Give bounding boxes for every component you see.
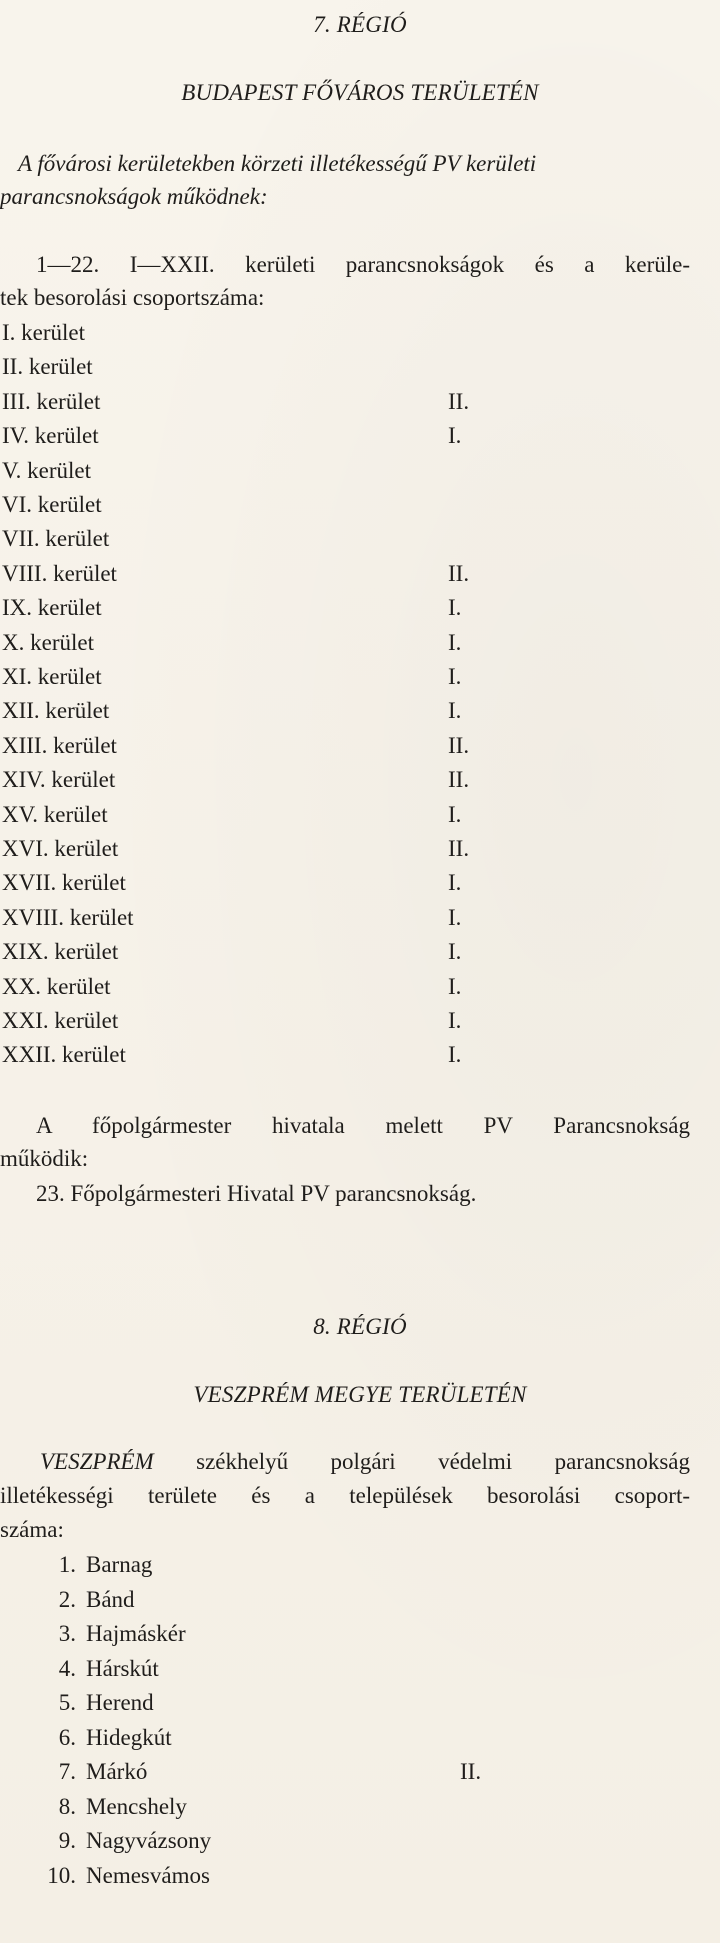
district-label: VIII. kerület xyxy=(2,560,117,586)
settlement-row xyxy=(0,1824,520,1858)
district-row xyxy=(0,729,500,763)
district-label: XVII. kerület xyxy=(2,870,126,896)
district-group: II. xyxy=(448,560,470,586)
mayor-office-item: 23. Főpolgármesteri Hivatal PV parancsnokság. xyxy=(36,1181,477,1206)
district-group: II. xyxy=(448,388,470,414)
district-row xyxy=(0,660,500,694)
region7-list-intro-line2: tek besorolási csoportszáma: xyxy=(0,285,265,310)
district-row xyxy=(0,798,500,832)
settlement-row xyxy=(0,1790,520,1824)
district-row xyxy=(0,385,500,419)
district-group: I. xyxy=(448,664,462,689)
settlement-group: II. xyxy=(460,1759,482,1784)
region8-intro-line1 xyxy=(40,1445,690,1479)
district-label: X. kerület xyxy=(2,629,94,655)
district-group: I. xyxy=(448,1008,462,1033)
settlement-name: Nemesvámos xyxy=(86,1862,210,1888)
district-label: IV. kerület xyxy=(2,423,99,449)
settlement-number: 4. xyxy=(58,1655,76,1681)
district-label: I. kerület xyxy=(2,320,86,345)
settlement-row xyxy=(0,1583,520,1617)
settlement-number: 10. xyxy=(47,1862,76,1888)
settlement-row xyxy=(0,1721,520,1755)
settlement-row xyxy=(0,1652,520,1686)
district-group: II. xyxy=(448,836,470,861)
district-label: XVI. kerület xyxy=(2,836,119,861)
mayor-office-line1: A főpolgármester hivatala melett PV Parancsnokság xyxy=(36,1113,690,1138)
settlement-name: Márkó xyxy=(86,1759,148,1784)
settlement-number: 3. xyxy=(58,1621,76,1646)
district-label: XII. kerület xyxy=(2,698,110,724)
district-label: III. kerület xyxy=(2,388,101,414)
settlement-row xyxy=(0,1755,520,1789)
settlement-row xyxy=(0,1548,520,1582)
settlement-row xyxy=(0,1859,520,1893)
district-row xyxy=(0,522,500,556)
district-row xyxy=(0,488,500,522)
district-label: XIII. kerület xyxy=(2,732,117,758)
district-row xyxy=(0,316,500,350)
settlement-name: Barnag xyxy=(86,1552,153,1577)
district-group: I. xyxy=(448,629,462,655)
settlement-number: 6. xyxy=(58,1724,76,1750)
region8-intro-line2: illetékességi területe és a települések besorolási csoport- xyxy=(0,1483,690,1508)
district-group: I. xyxy=(448,423,462,449)
settlement-number: 5. xyxy=(58,1690,76,1715)
region8-title: 8. RÉGIÓ xyxy=(313,1314,407,1339)
region7-intro-line2: parancsnokságok működnek: xyxy=(0,184,268,209)
district-label: V. kerület xyxy=(2,457,92,483)
region8-intro-line1-rest: székhelyű polgári védelmi parancsnokság xyxy=(153,1449,690,1474)
district-row xyxy=(0,763,500,797)
district-label: XXI. kerület xyxy=(2,1008,119,1033)
settlement-number: 9. xyxy=(58,1828,76,1853)
district-row xyxy=(0,626,500,660)
district-row xyxy=(0,866,500,900)
settlement-row xyxy=(0,1617,520,1651)
settlement-number: 2. xyxy=(58,1586,76,1612)
district-label: II. kerület xyxy=(2,354,93,380)
settlement-name: Nagyvázsony xyxy=(86,1828,212,1853)
district-group: I. xyxy=(448,939,462,965)
district-row xyxy=(0,454,500,488)
settlement-number: 8. xyxy=(58,1793,76,1819)
district-label: XIV. kerület xyxy=(2,767,116,793)
district-row xyxy=(0,557,500,591)
district-label: IX. kerület xyxy=(2,595,102,621)
district-row xyxy=(0,970,500,1004)
region7-title: 7. RÉGIÓ xyxy=(313,12,407,37)
district-label: XIX. kerület xyxy=(2,939,119,965)
district-row xyxy=(0,419,500,453)
mayor-office-line2: működik: xyxy=(0,1146,89,1171)
district-group: I. xyxy=(448,973,462,999)
settlement-name: Hidegkút xyxy=(86,1724,172,1750)
district-label: XX. kerület xyxy=(2,973,111,999)
district-row xyxy=(0,901,500,935)
settlement-name: Mencshely xyxy=(86,1793,187,1819)
district-group: II. xyxy=(448,732,470,758)
district-group: I. xyxy=(448,801,462,827)
district-group: I. xyxy=(448,870,462,896)
district-row xyxy=(0,1038,500,1072)
district-label: XI. kerület xyxy=(2,664,102,689)
district-label: VI. kerület xyxy=(2,492,102,517)
settlement-name: Bánd xyxy=(86,1586,135,1612)
district-row xyxy=(0,832,500,866)
settlement-name: Hajmáskér xyxy=(86,1621,186,1646)
region8-subtitle: VESZPRÉM MEGYE TERÜLETÉN xyxy=(193,1382,527,1407)
district-row xyxy=(0,1004,500,1038)
district-label: VII. kerület xyxy=(2,526,110,552)
district-group: I. xyxy=(448,904,462,930)
district-group: I. xyxy=(448,698,462,724)
settlement-row xyxy=(0,1686,520,1720)
district-row xyxy=(0,591,500,625)
settlement-name: Hárskút xyxy=(86,1655,159,1681)
district-row xyxy=(0,694,500,728)
district-group: II. xyxy=(448,767,470,793)
district-group: I. xyxy=(448,595,462,621)
district-label: XVIII. kerület xyxy=(2,904,134,930)
district-row xyxy=(0,935,500,969)
region8-intro-city: VESZPRÉM xyxy=(40,1449,154,1474)
district-label: XXII. kerület xyxy=(2,1042,126,1068)
district-label: XV. kerület xyxy=(2,801,108,827)
district-group: I. xyxy=(448,1042,462,1068)
region7-list-intro-line1: 1—22. I—XXII. kerületi parancsnokságok és a kerüle- xyxy=(36,252,690,277)
district-row xyxy=(0,350,500,384)
region8-intro-line3: száma: xyxy=(0,1517,64,1542)
settlement-number: 7. xyxy=(58,1759,76,1784)
settlement-number: 1. xyxy=(58,1552,76,1577)
region7-intro-line1: A fővárosi kerületekben körzeti illetékességű PV kerületi xyxy=(18,151,537,176)
settlement-name: Herend xyxy=(86,1690,154,1715)
region7-subtitle: BUDAPEST FŐVÁROS TERÜLETÉN xyxy=(181,80,539,105)
